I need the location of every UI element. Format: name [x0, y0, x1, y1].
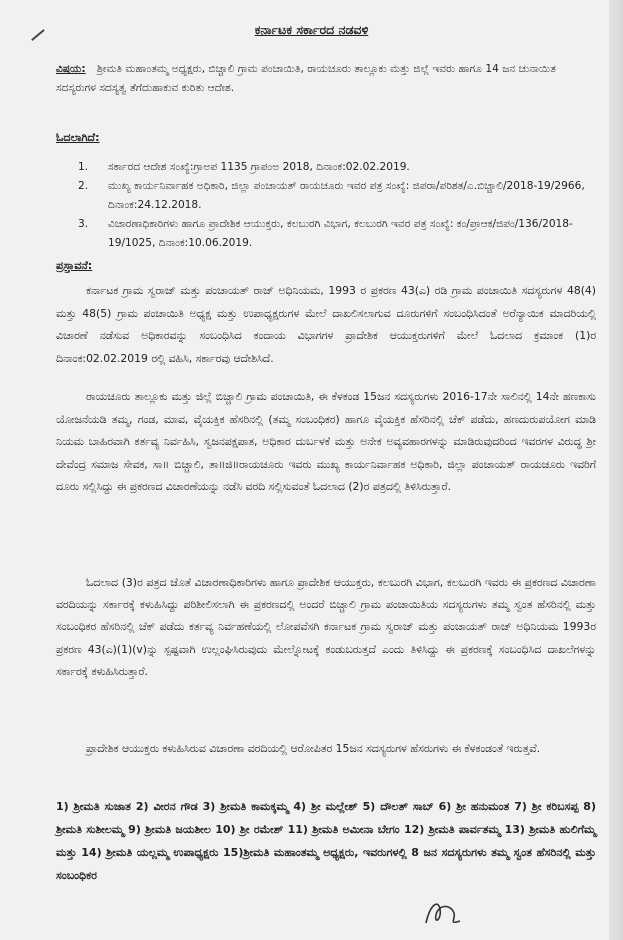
page-edge [609, 0, 623, 940]
reference-item [56, 158, 596, 177]
reference-item [56, 177, 596, 215]
paragraph-4: ಪ್ರಾದೇಶಿಕ ಆಯುಕ್ತರು ಕಳುಹಿಸಿರುವ ವಿಚಾರಣಾ ವರದಿಯಲ್ಲಿ ಆರೋಪಿತರ 15ಜನ ಸದಸ್ಯರುಗಳ ಹೆಸರುಗಳು ಈ ಕೆಳಕಂಡಂತೆ ಇರುತ್ತವೆ. [86, 742, 541, 755]
subject-section [56, 60, 596, 98]
reference-number: 1. [78, 161, 89, 173]
reference-text: ಸರ್ಕಾರದ ಆದೇಶ ಸಂಖ್ಯೆ:ಗ್ರಾಅಪ 1135 ಗ್ರಾಪಂಅ 2018, ದಿನಾಂಕ:02.02.2019. [108, 161, 410, 173]
reference-item [56, 215, 596, 253]
subject-text: ಶ್ರೀಮತಿ ಮಹಾಂತಮ್ಮ ಅಧ್ಯಕ್ಷರು, ಬಿಚ್ಚಾಲಿ ಗ್ರಾಮ ಪಂಚಾಯಿತಿ, ರಾಯಚೂರು ತಾಲ್ಲೂಕು ಮತ್ತು ಜಿಲ್ಲೆ ಇವರು ಹಾಗೂ 14 ಜನ ಚುನಾಯಿತ ಸದಸ್ಯರುಗಳ ಸದಸ್ಯತ್ವ ತೆಗೆದುಹಾಕುವ ಕುರಿತು ಆದೇಶ. [56, 63, 556, 94]
references-heading: ಓದಲಾಗಿದೆ: [56, 131, 100, 144]
document-title: ಕರ್ನಾಟಕ ಸರ್ಕಾರದ ನಡವಳಿ [254, 22, 369, 37]
signature-icon [420, 895, 464, 931]
paragraph-2: ರಾಯಚೂರು ತಾಲ್ಲೂಕು ಮತ್ತು ಜಿಲ್ಲೆ ಬಿಚ್ಚಾಲಿ ಗ್ರಾಮ ಪಂಚಾಯಿತಿ, ಈ ಕೆಳಕಂಡ 15ಜನ ಸದಸ್ಯರುಗಳು 2016-17ನೇ ಸಾಲಿನಲ್ಲಿ 14ನೇ ಹಣಕಾಸು ಯೋಜನೆಯಡಿ ತಮ್ಮ, ಗಂಡ, ಮಾವ, ವೈಯಕ್ತಿಕ ಹೆಸರಿನಲ್ಲಿ (ತಮ್ಮ ಸಂಬಂಧಿಕರ) ಹಾಗೂ ವೈಯಕ್ತಿಕ ಹೆಸರಿನಲ್ಲಿ ಚೆಕ್ ಪಡೆದು, ಹಣದುರುಪಯೋಗ ಮಾಡಿ ನಿಯಮ ಬಾಹಿರವಾಗಿ ಕರ್ತವ್ಯ ನಿರ್ವಹಿಸಿ, ಸ್ವಜನಪಕ್ಷಪಾತ, ಅಧಿಕಾರ ದುರ್ಬಳಕೆ ಮತ್ತು ಅನೇಕ ಅವ್ಯವಹಾರಗಳನ್ನು ಮಾಡಿರುವುದರಿಂದ ಇವರಗಳ ವಿರುದ್ಧ ಶ್ರೀ ದೇವೆಂದ್ರ ಸಮಾಜ ಸೇವಕ, ಸಾ॥ ಬಿಚ್ಚಾಲಿ, ತಾ॥ಜಿ॥ರಾಯಚೂರು ಇವರು ಮುಖ್ಯ ಕಾರ್ಯನಿರ್ವಾಹಕ ಅಧಿಕಾರಿ, ಜಿಲ್ಲಾ ಪಂಚಾಯತ್ ರಾಯಚೂರು ಇವರಿಗೆ ದೂರು ಸಲ್ಲಿಸಿದ್ದು ಈ ಪ್ರಕರಣದ ವಿಚಾರಣೆಯನ್ನು ನಡೆಸಿ ವರದಿ ಸಲ್ಲಿಸುವಂತೆ ಓದಲಾದ (2)ರ ಪತ್ರದಲ್ಲಿ ತಿಳಿಸಿರುತ್ತಾರೆ. [56, 390, 596, 493]
reference-text: ಮುಖ್ಯ ಕಾರ್ಯನಿರ್ವಾಹಕ ಅಧಿಕಾರಿ, ಜಿಲ್ಲಾ ಪಂಚಾಯತ್ ರಾಯಚೂರು ಇವರ ಪತ್ರ ಸಂಖ್ಯೆ: ಜಿಪರಾ/ಪರಿಶತ/ಎ.ಬಿಚ್ಚಾಲಿ/2018-19/2966, ದಿನಾಂಕ:24.12.2018. [108, 180, 585, 211]
paragraph-1: ಕರ್ನಾಟಕ ಗ್ರಾಮ ಸ್ವರಾಜ್ ಮತ್ತು ಪಂಚಾಯತ್ ರಾಜ್ ಅಧಿನಿಯಮ, 1993 ರ ಪ್ರಕರಣ 43(ಎ) ರಡಿ ಗ್ರಾಮ ಪಂಚಾಯಿತಿ ಸದಸ್ಯರುಗಳ 48(4) ಮತ್ತು 48(5) ಗ್ರಾಮ ಪಂಚಾಯಿತಿ ಅಧ್ಯಕ್ಷ ಮತ್ತು ಉಪಾಧ್ಯಕ್ಷರುಗಳ ಮೇಲೆ ದಾಖಲಿಸಲಾಗುವ ದೂರುಗಳಿಗೆ ಸಂಬಂಧಿಸಿದಂತೆ ಅರೆನ್ಯಾಯಿಕ ಮಾದರಿಯಲ್ಲಿ ವಿಚಾರಣೆ ನಡೆಸುವ ಅಧಿಕಾರವನ್ನು ಸಂಬಂಧಿಸಿದ ಕಂದಾಯ ವಿಭಾಗಗಳ ಪ್ರಾದೇಶಿಕ ಆಯುಕ್ತರುಗಳಿಗೆ ಮೇಲೆ ಓದಲಾದ ಕ್ರಮಾಂಕ (1)ರ ದಿನಾಂಕ:02.02.2019 ರಲ್ಲಿ ವಹಿಸಿ, ಸರ್ಕಾರವು ಆದೇಶಿಸಿದೆ. [56, 284, 596, 365]
members-list: 1) ಶ್ರೀಮತಿ ಸುಜಾತ 2) ವೀರನ ಗೌಡ 3) ಶ್ರೀಮತಿ ಕಾಮಕ್ಕಮ್ಮ 4) ಶ್ರೀ ಮಲ್ಲೇಶ್ 5) ದೌಲತ್ ಸಾಬ್ 6) ಶ್ರೀ ಹನುಮಂತ 7) ಶ್ರೀ ಕರಿಬಸಪ್ಪ 8) ಶ್ರೀಮತಿ ಸುಶೀಲಮ್ಮ 9) ಶ್ರೀಮತಿ ಜಯಶೀಲ 10) ಶ್ರೀ ರಮೇಶ್ 11) ಶ್ರೀಮತಿ ಅಮೀನಾ ಬೇಗಂ 12) ಶ್ರೀಮತಿ ಪಾರ್ವತಮ್ಮ 13) ಶ್ರೀಮತಿ ಹುಲಿಗೆಮ್ಮ ಮತ್ತು 14) ಶ್ರೀಮತಿ ಯಲ್ಲಮ್ಮ ಉಪಾಧ್ಯಕ್ಷರು 15)ಶ್ರೀಮತಿ ಮಹಾಂತಮ್ಮ ಅಧ್ಯಕ್ಷರು, ಇವರುಗಳಲ್ಲಿ 8 ಜನ ಸದಸ್ಯರುಗಳು ತಮ್ಮ ಸ್ವಂತ ಹೆಸರಿನಲ್ಲಿ ಮತ್ತು ಸಂಬಂಧಿಕರ [56, 800, 596, 882]
reference-number: 3. [78, 218, 89, 230]
reference-text: ವಿಚಾರಣಾಧಿಕಾರಿಗಳು ಹಾಗೂ ಪ್ರಾದೇಶಿಕ ಆಯುಕ್ತರು, ಕಲಬುರಗಿ ವಿಭಾಗ, ಕಲಬುರಗಿ ಇವರ ಪತ್ರ ಸಂಖ್ಯೆ: ಕಂ/ಪ್ರಾಆಕ/ಜಿಪಂ/136/2018-19/1025, ದಿನಾಂಕ:10.06.2019. [108, 218, 573, 249]
preamble-heading: ಪ್ರಸ್ತಾವನೆ: [56, 259, 93, 272]
reference-number: 2. [78, 180, 89, 192]
subject-label: ವಿಷಯ: [56, 63, 86, 75]
paragraph-3: ಓದಲಾದ (3)ರ ಪತ್ರದ ಜೊತೆ ವಿಚಾರಣಾಧಿಕಾರಿಗಳು ಹಾಗೂ ಪ್ರಾದೇಶಿಕ ಆಯುಕ್ತರು, ಕಲಬುರಗಿ ವಿಭಾಗ, ಕಲಬುರಗಿ ಇವರು ಈ ಪ್ರಕರಣದ ವಿಚಾರಣಾ ವರದಿಯನ್ನು ಸರ್ಕಾರಕ್ಕೆ ಕಳುಹಿಸಿದ್ದು ಪರಿಶೀಲಿಸಲಾಗಿ ಈ ಪ್ರಕರಣದಲ್ಲಿ ಅಂದರೆ ಬಿಚ್ಚಾಲಿ ಗ್ರಾಮ ಪಂಚಾಯಿತಿಯ ಸದಸ್ಯರುಗಳು ತಮ್ಮ ಸ್ವಂತ ಹೆಸರಿನಲ್ಲಿ ಮತ್ತು ಸಂಬಂಧಿಕರ ಹೆಸರಿನಲ್ಲಿ ಚೆಕ್ ಪಡೆದು ಕರ್ತವ್ಯ ನಿರ್ವಹಣೆಯಲ್ಲಿ ಲೋಪವೆಸಗಿ ಕರ್ನಾಟಕ ಗ್ರಾಮ ಸ್ವರಾಜ್ ಮತ್ತು ಪಂಚಾಯತ್ ರಾಜ್ ಅಧಿನಿಯಮ 1993ರ ಪ್ರಕರಣ 43(ಎ)(1)(v)ನ್ನು ಸ್ಪಷ್ಟವಾಗಿ ಉಲ್ಲಂಘಿಸಿರುವುದು ಮೇಲ್ನೋಟಕ್ಕೆ ಕಂಡುಬರುತ್ತದೆ ಎಂದು ತಿಳಿಸಿದ್ದು ಈ ಪ್ರಕರಣಕ್ಕೆ ಸಂಬಂಧಿಸಿದ ದಾಖಲೆಗಳನ್ನು ಸರ್ಕಾರಕ್ಕೆ ಕಳುಹಿಸಿರುತ್ತಾರೆ. [56, 576, 596, 678]
references-list [56, 158, 596, 253]
